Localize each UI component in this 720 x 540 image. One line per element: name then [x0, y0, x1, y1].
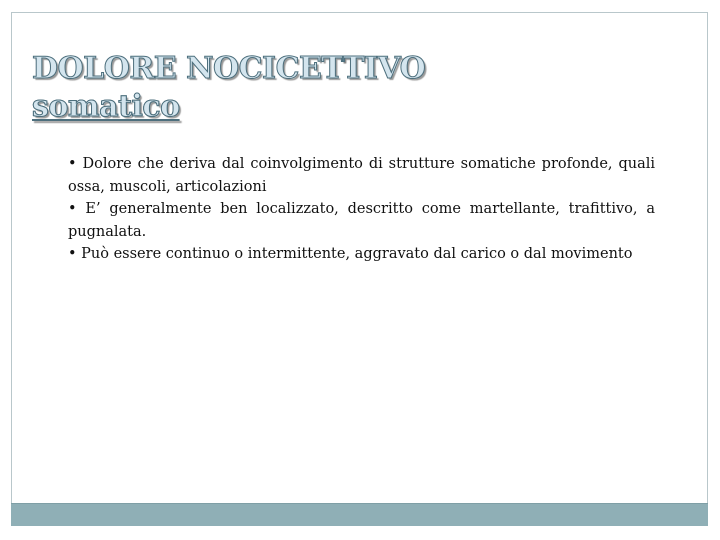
- slide-title: [32, 50, 672, 126]
- bullet-item: • Dolore che deriva dal coinvolgimento di strutture somatiche profonde, quali ossa, muscoli, articolazioni: [68, 156, 655, 195]
- title-line-sub: somatico: [32, 89, 180, 124]
- bullet-item: • Può essere continuo o intermittente, aggravato dal carico o dal movimento: [68, 246, 633, 262]
- bullet-item: • E’ generalmente ben localizzato, descritto come martellante, trafittivo, a pugnalata.: [68, 201, 655, 240]
- footer-bar: [11, 503, 708, 526]
- title-line-main: DOLORE NOCICETTIVO: [32, 51, 426, 86]
- bullet-list: [68, 153, 655, 266]
